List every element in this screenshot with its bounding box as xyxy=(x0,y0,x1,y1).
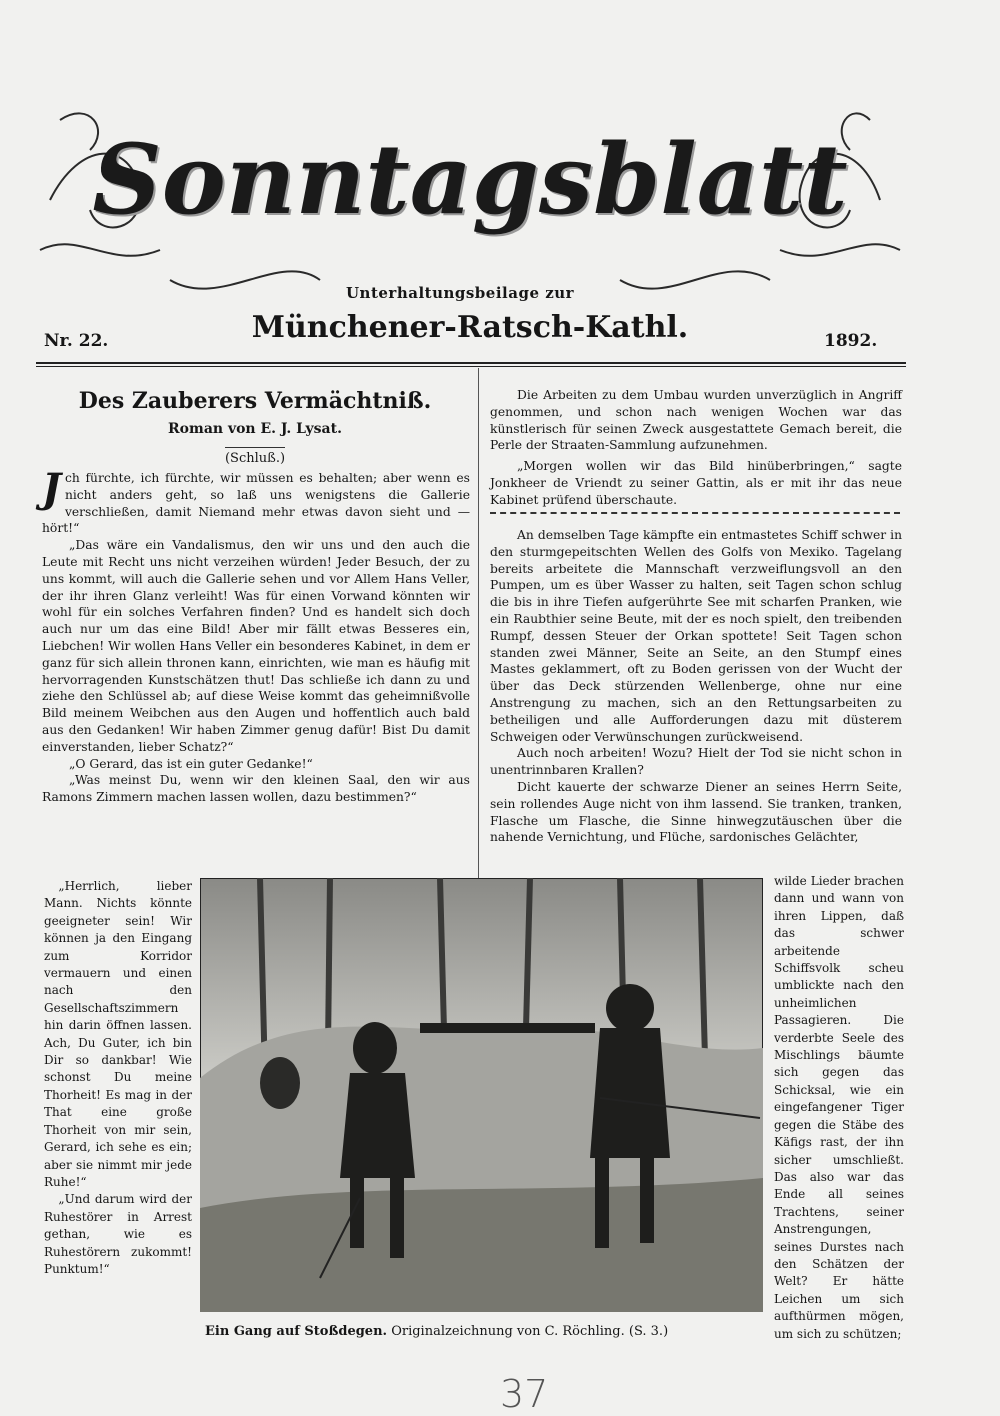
left-narrow-text xyxy=(44,878,192,1278)
drop-cap: J xyxy=(42,465,61,512)
right-narrow-text xyxy=(774,873,904,1343)
caption-title: Ein Gang auf Stoßdegen. xyxy=(205,1324,388,1339)
section-separator xyxy=(490,512,900,514)
paragraph: „Und darum wird der Ruhestörer in Arrest gethan, wie es Ruhestörern zukommt! Punktum!“ xyxy=(44,1192,192,1276)
column-divider xyxy=(478,368,479,878)
masthead-rule xyxy=(36,362,906,364)
paragraph: Die Arbeiten zu dem Umbau wurden unverzüglich in Angriff genommen, und schon nach wenigen Wochen war das künstlerisch für seinen Zweck ausgestattete Gemach bereit, die Perle der Straaten-Sammlung aufzunehmen. xyxy=(490,388,902,453)
paragraph: „Morgen wollen wir das Bild hinüberbringen,“ sagte Jonkheer de Vriendt zu seiner Gattin, als er mit ihr das neue Kabinet prüfend überschaute. xyxy=(490,459,902,507)
paragraph: Auch noch arbeiten! Wozu? Hielt der Tod sie nicht schon in unentrinnbaren Krallen? xyxy=(490,746,902,778)
illustration-caption xyxy=(205,1324,765,1339)
article-title: Des Zauberers Vermächtniß. xyxy=(78,388,432,414)
paragraph: „Was meinst Du, wenn wir den kleinen Saal, den wir aus Ramons Zimmern machen lassen wollen, dazu bestimmen?“ xyxy=(42,773,470,805)
caption-credit: Originalzeichnung von C. Röchling. (S. 3.) xyxy=(391,1324,669,1339)
paragraph: „O Gerard, das ist ein guter Gedanke!“ xyxy=(69,756,313,771)
left-column-text xyxy=(42,465,470,806)
paragraph: „Das wäre ein Vandalismus, den wir uns und den auch die Leute mit Recht uns nicht verzeihen würden! Jeder Besuch, der zu uns kommt, will auch die Gallerie sehen und vor Allem Hans Veller, der ihr ihren Glanz verleiht! Was für einen Vorwand könnten wir wohl für ein solches Verfahren finden? Und es handelt sich doch auch nur um das eine Bild! Aber mir fällt etwas Besseres ein, Liebchen! Wir wollen Hans Veller ein besonderes Kabinet, in dem er ganz für sich allein thronen kann, einrichten, wie man es häufig mit hervorragenden Kunstschätzen thut! Das schließe ich dann zu und ziehe den Schlüssel ab; auf diese Weise kommt das geheimnißvolle Bild meinem Weibchen aus den Augen und hoffentlich auch bald aus den Gedanken! Wir haben Zimmer genug dafür! Bist Du damit einverstanden, lieber Schatz?“ xyxy=(42,538,470,754)
paragraph: „Herrlich, lieber Mann. Nichts könnte geeigneter sein! Wir können ja den Eingang zum Korridor vermauern und einen nach den Gesellschaftszimmern hin darin öffnen lassen. Ach, Du Guter, ich bin Dir so dankbar! Wie schonst Du meine Thorheit! Es mag in der That eine große Thorheit von mir sein, Gerard, ich sehe es ein; aber sie nimmt mir jede Ruhe!“ xyxy=(44,879,192,1189)
handwritten-page-number: 37 xyxy=(500,1372,549,1416)
right-column-bottom xyxy=(490,527,902,846)
newspaper-name: Münchener-Ratsch-Kathl. xyxy=(251,310,689,345)
issue-number: Nr. 22. xyxy=(44,331,109,351)
fencing-illustration xyxy=(200,878,763,1312)
masthead-subtitle: Unterhaltungsbeilage zur xyxy=(345,284,575,302)
issue-year: 1892. xyxy=(824,331,878,351)
paragraph xyxy=(42,465,470,537)
paragraph: Dicht kauerte der schwarze Diener an seines Herrn Seite, sein rollendes Auge nicht von ihm lassend. Sie tranken, tranken, Flasche um Flasche, die Sinne hinwegzutäuschen über die nahende Vernichtung, und Flüche, sardonisches Gelächter, xyxy=(490,779,902,845)
right-column-top xyxy=(490,387,902,509)
masthead-title: Sonntagsblatt xyxy=(92,123,848,236)
paragraph: wilde Lieder brachen dann und wann von ihren Lippen, daß das schwer arbeitende Schiffsvolk scheu umblickte nach den unheimlichen Passagieren. Die verderbte Seele des Mischlings bäumte sich gegen das Schicksal, wie ein eingefangener Tiger gegen die Stäbe des Käfigs rast, der ihn sicher umschließt. Das also war das Ende all seines Trachtens, seiner Anstrengungen, seines Durstes nach den Schätzen der Welt? Er hätte Leichen um sich aufthürmen mögen, um sich zu schützen; xyxy=(774,874,904,1341)
masthead-rule-thin xyxy=(36,366,906,367)
paragraph: An demselben Tage kämpfte ein entmastetes Schiff schwer in den sturmgepeitschten Wellen des Golfs von Mexiko. Tagelang bereits arbeitete die Mannschaft verzweiflungsvoll an den Pumpen, um es über Wasser zu halten, seit Tagen schon schlug die bis in ihre Tiefen aufgerührte See mit scharfen Pranken, wie ein Raubthier seine Beute, mit der es noch spielt, den treibenden Rumpf, dessen Steuer der Orkan spottete! Seit Tagen schon standen zwei Männer, Seite an Seite, an den Stumpf eines Mastes geklammert, oft zu Boden gerissen von der Wucht der über das Deck stürzenden Wellenberge, ohne nur eine Anstrengung zu machen, sich an den Rettungsarbeiten zu betheiligen und alle Aufforderungen dazu mit düsterem Schweigen oder Verwünschungen zurückweisend. xyxy=(490,528,902,744)
paragraph-text: ch fürchte, ich fürchte, wir müssen es behalten; aber wenn es nicht anders geht, so laß uns wenigstens die Gallerie verschließen, damit Niemand mehr etwas davon sieht und — hört!“ xyxy=(42,471,470,536)
continuation-note: (Schluß.) xyxy=(224,451,286,466)
article-author: Roman von E. J. Lysat. xyxy=(168,421,342,437)
title-rule xyxy=(225,447,285,448)
